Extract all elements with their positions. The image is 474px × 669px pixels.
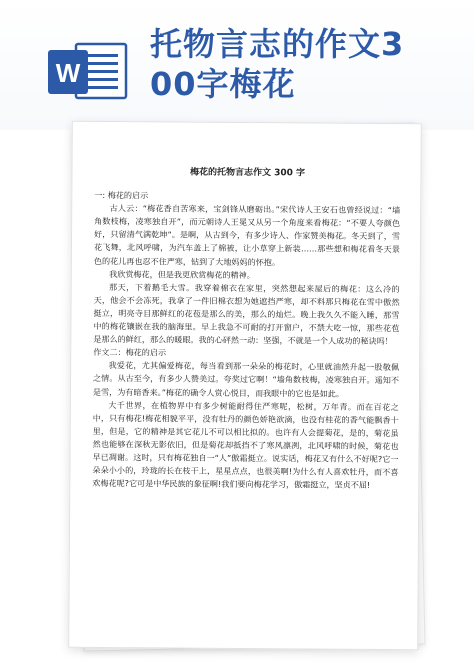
title-line-1: 托物言志的作文3 bbox=[150, 25, 405, 63]
page-heading: 梅花的托物言志作文 300 字 bbox=[189, 167, 306, 179]
document-title bbox=[150, 24, 460, 104]
paragraph-2: 我欣赏梅花，但是我更欣赏梅花的精神。 bbox=[109, 268, 255, 280]
word-icon-letter: W bbox=[55, 58, 81, 88]
section-title-2: 作文二：梅花的启示 bbox=[93, 347, 167, 358]
paragraph-5: 大千世界，在植物界中有多少树能耐得住严寒呢，松树，万年青。而在百花之中，只有梅花!梅花相貌平平，没有牡丹的颜色娇艳欲滴，也没有桂花的香气能飘香十里，但是，它的精神是其它花儿不可以相比拟的。也许有人会提菊花，是的，菊花虽然也能够在深秋无影依旧，但是菊花却抵挡不了寒风凛冽，北风呼啸的时候，菊花也早已凋谢。这时，只有梅花独自一“人”傲霜挺立。说实话，梅花又有什么不好呢?它一朵朵小小的，玲珑的长在枝干上，星星点点，也很美啊!为什么有人喜欢牡丹，而不喜欢梅花呢?它可是中华民族的象征啊!我们要向梅花学习，傲霜挺立，坚贞不屈! bbox=[92, 399, 399, 491]
word-document-icon bbox=[46, 40, 130, 102]
document-page bbox=[68, 121, 422, 650]
section-title-1: 一: 梅花的启示 bbox=[94, 190, 149, 201]
banner bbox=[0, 0, 474, 130]
title-line-2: 00字梅花 bbox=[150, 65, 296, 103]
document-body bbox=[92, 166, 400, 492]
paragraph-1: 古人云：“梅花香自苦寒来，宝剑锋从磨砺出。”宋代诗人王安石也曾经说过：“墙角数枝梅，凌寒独自开”，而元朝诗人王冕又从另一个角度来看梅花：“不要人夸颜色好，只留清气满乾坤”。是啊，从古到今，有多少诗人、作家赞美梅花。冬天到了，雪花飞舞，北风呼啸，为汽车盖上了棉被，让小草穿上新装……那些想和梅花看冬天景色的花儿再也忍不住严寒，钻到了大地妈妈的怀抱。 bbox=[93, 203, 401, 267]
paragraph-4: 我爱花，尤其偏爱梅花，每当看到那一朵朵的梅花时，心里就油然升起一股敬佩之情。从古至今，有多少人赞美过。夸奖过它啊！“墙角数枝梅，凌寒独自开。遥知不是雪，为有暗香来。”梅花的确令人赏心悦目，而我眼中的它也是如此。 bbox=[92, 360, 400, 399]
paragraph-3: 那天，下着鹅毛大雪。我穿着棉衣在家里，突然想起来屋后的梅花：这么冷的天，他会不会冻死，我拿了一件旧棉衣想为她遮挡严寒，却不料那只梅花在雪中傲然挺立，明亮寺目那鲜红的花苞是那么的美，那么的灿烂。晚上我久久不能入睡，那雪中的梅花镶嵌在我的脑海里。早上我急不可耐的打开窗户，不禁大吃一惊，那些花苞是那么的鲜红，那么的暖眼。我的心砰然一动：坚强，不就是一个人成功的秘诀吗！ bbox=[93, 281, 400, 347]
